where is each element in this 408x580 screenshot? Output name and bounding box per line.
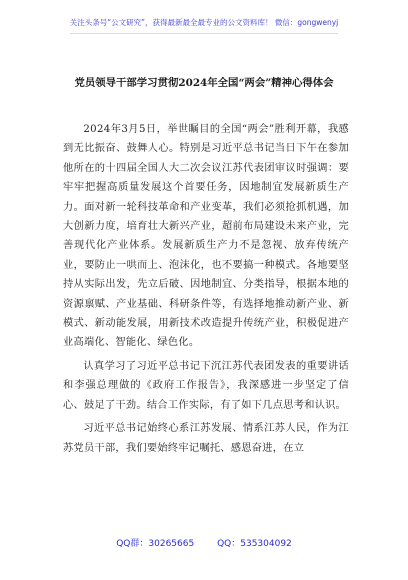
paragraph-3: 习近平总书记始终心系江苏发展、情系江苏人民，作为江苏党员干部，我们要始终牢记嘱托、感恩奋进，在立 [63, 423, 349, 454]
footer-contact [0, 536, 408, 549]
paragraph-1: 2024年3月5日，举世瞩目的全国“两会”胜利开幕，我感到无比振奋、鼓舞人心。特别是习近平总书记当日下午在参加他所在的十四届全国人大二次会议江苏代表团审议时强调：要牢牢把握高质量发展这个首要任务，因地制宜发展新质生产力。面对新一轮科技革命和产业变革，我们必须抢抓机遇，加大创新力度，培育壮大新兴产业，超前布局建设未来产业，完善现代化产业体系。发展新质生产力不是忽视、放弃传统产业，要防止一哄而上、泡沫化，也不要搞一种模式。各地要坚持从实际出发，先立后破、因地制宜、分类指导，根据本地的资源禀赋、产业基础、科研条件等，有选择地推动新产业、新模式、新动能发展，用新技术改造提升传统产业，积极促进产业高端化、智能化、绿色化。 [63, 124, 349, 349]
footer-qq-group: QQ群：30265665 [116, 539, 195, 549]
document-body [63, 120, 349, 462]
paragraph-2: 认真学习了习近平总书记下沉江苏代表团发表的重要讲话和李强总理做的《政府工作报告》，我深感进一步坚定了信心、鼓足了干劲。结合工作实际，有了如下几点思考和认识。 [63, 360, 349, 411]
header-divider [70, 33, 338, 34]
top-notice: 关注头条号“公文研究”，获得最新最全最专业的公文资料库！ 微信：gongwenyj [69, 18, 339, 27]
document-title: 党员领导干部学习贯彻2024年全国“两会”精神心得体会 [74, 77, 334, 89]
footer-qq: QQ：535304092 [217, 539, 292, 549]
